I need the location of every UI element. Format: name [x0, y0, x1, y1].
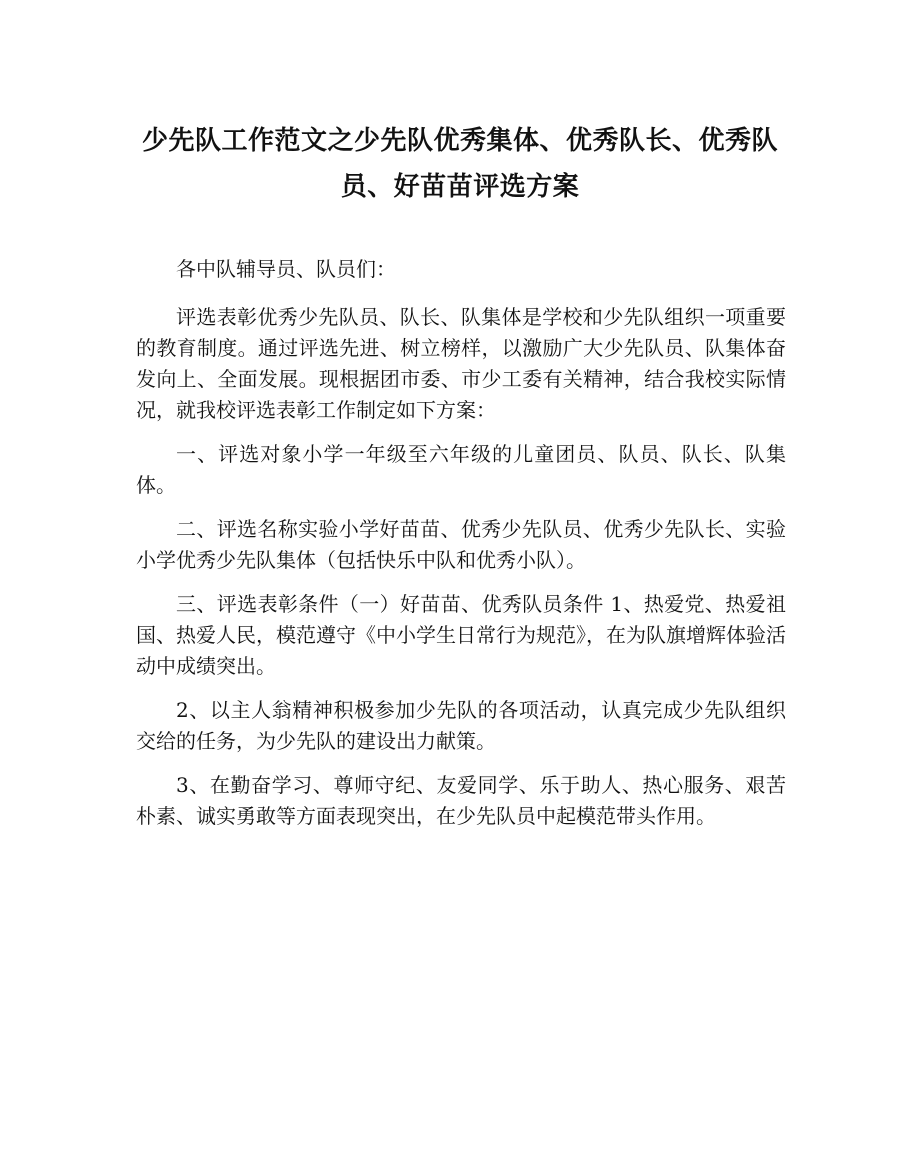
paragraph-item-3: 3、在勤奋学习、尊师守纪、友爱同学、乐于助人、热心服务、艰苦朴素、诚实勇敢等方面表现突出，在少先队员中起模范带头作用。	[136, 773, 786, 828]
greeting: 各中队辅导员、队员们：	[176, 257, 396, 281]
paragraph-section-3: 三、评选表彰条件（一）好苗苗、优秀队员条件 1、热爱党、热爱祖国、热爱人民，模范遵守《中小学生日常行为规范》，在为队旗增辉体验活动中成绩突出。	[136, 592, 786, 678]
paragraph-section-1: 一、评选对象小学一年级至六年级的儿童团员、队员、队长、队集体。	[136, 442, 786, 497]
document-title: 少先队工作范文之少先队优秀集体、优秀队长、优秀队员、好苗苗评选方案	[141, 126, 778, 202]
paragraph-intro: 评选表彰优秀少先队员、队长、队集体是学校和少先队组织一项重要的教育制度。通过评选先进、树立榜样，以激励广大少先队员、队集体奋发向上、全面发展。现根据团市委、市少工委有关精神，结合我校实际情况，就我校评选表彰工作制定如下方案：	[136, 305, 786, 422]
document-body	[136, 254, 786, 845]
paragraph-item-2: 2、以主人翁精神积极参加少先队的各项活动，认真完成少先队组织交给的任务，为少先队的建设出力献策。	[136, 698, 786, 753]
paragraph-section-2: 二、评选名称实验小学好苗苗、优秀少先队员、优秀少先队长、实验小学优秀少先队集体（包括快乐中队和优秀小队）。	[136, 517, 786, 572]
